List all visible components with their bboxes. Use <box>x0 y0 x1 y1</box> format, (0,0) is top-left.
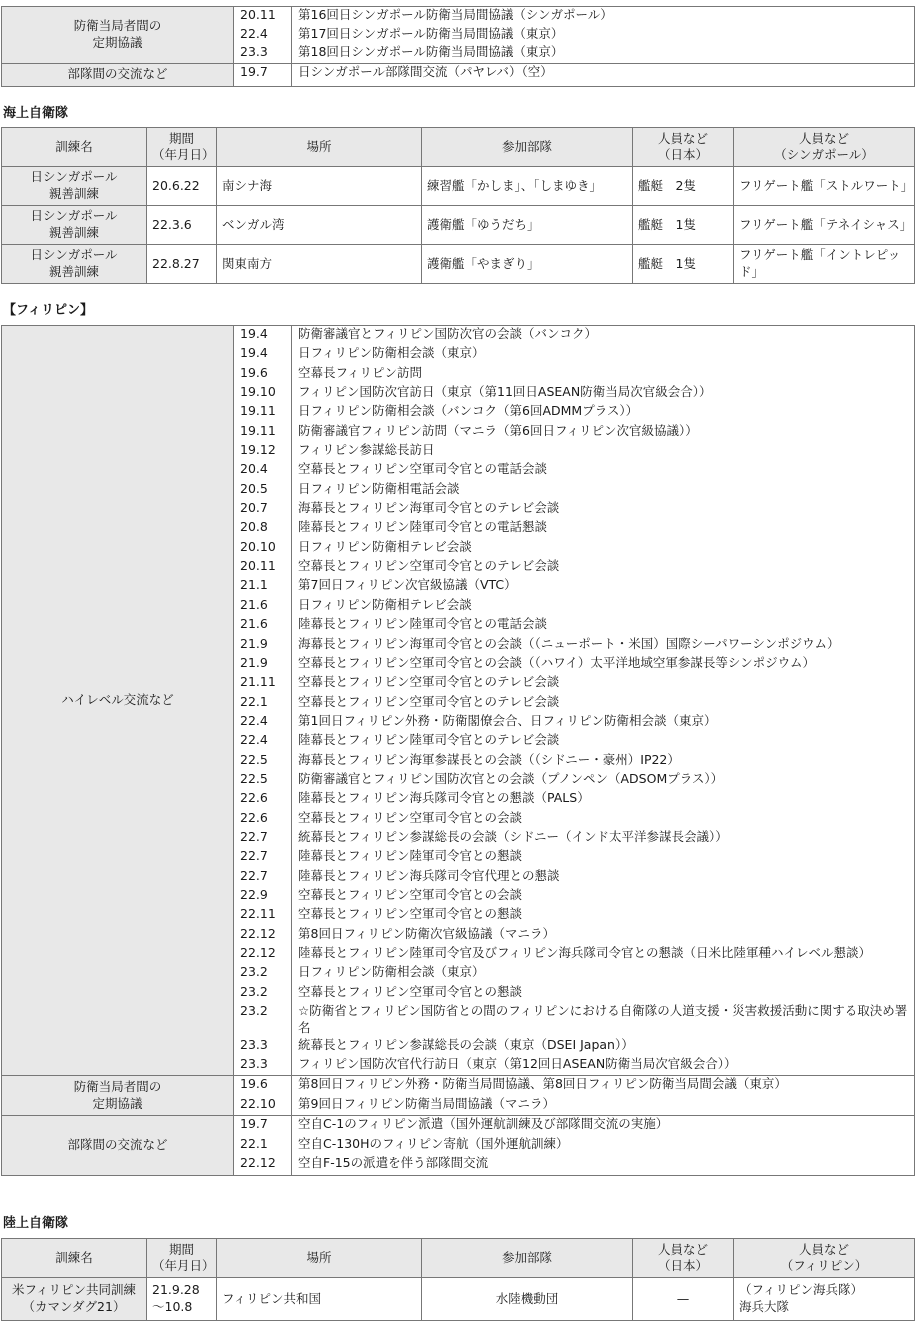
event-text: 日フィリピン防衛相テレビ会談 <box>298 596 472 612</box>
event-text: 第1回日フィリピン外務・防衛閣僚会合、日フィリピン防衛相会談（東京） <box>298 712 717 728</box>
header-row <box>2 128 915 167</box>
event-date: 22.12 <box>234 945 292 964</box>
event-text: 陸幕長とフィリピン陸軍司令官との電話会談 <box>298 616 548 632</box>
column-header: 参加部隊 <box>422 1239 633 1278</box>
event-text: 日フィリピン防衛相テレビ会談 <box>298 538 472 554</box>
sg-unit-exchange-row <box>2 63 915 86</box>
table-cell: 護衛艦「やまぎり」 <box>422 245 633 284</box>
table-cell: 水陸機動団 <box>422 1278 633 1321</box>
event-item <box>234 481 914 500</box>
table-cell: フィリピン共和国 <box>217 1278 422 1321</box>
column-header: 人員など （日本） <box>633 1239 734 1278</box>
event-item <box>234 616 914 635</box>
table-cell: 関東南方 <box>217 245 422 284</box>
sg-unit-exchange-events <box>234 63 915 86</box>
table-cell: 日シンガポール 親善訓練 <box>2 206 147 245</box>
event-date: 20.5 <box>234 481 292 500</box>
table-cell: 南シナ海 <box>217 167 422 206</box>
event-text: 陸幕長とフィリピン海兵隊司令官との懇談（PALS） <box>298 790 590 806</box>
event-date: 19.11 <box>234 423 292 442</box>
event-item <box>234 790 914 809</box>
event-date: 22.5 <box>234 771 292 790</box>
ph-unit-exchange-label: 部隊間の交流など <box>2 1116 234 1176</box>
event-item <box>234 713 914 732</box>
event-text: 空幕長とフィリピン空軍司令官との会談（（ハワイ）太平洋地域空軍参謀長等シンポジウム） <box>298 654 815 670</box>
event-date: 23.2 <box>234 1003 292 1037</box>
event-date: 22.12 <box>234 1155 292 1175</box>
table-row <box>2 206 915 245</box>
event-text: 日フィリピン防衛相会談（バンコク（第6回ADMMプラス）） <box>298 403 639 419</box>
event-item <box>234 636 914 655</box>
table-cell: ベンガル湾 <box>217 206 422 245</box>
event-date: 22.11 <box>234 906 292 925</box>
event-item <box>234 674 914 693</box>
sg-periodic-talks-label: 防衛当局者間の 定期協議 <box>2 7 234 64</box>
event-text: 空幕長とフィリピン空軍司令官との会談 <box>298 809 523 825</box>
event-date: 20.11 <box>234 7 292 26</box>
table-cell: 日シンガポール 親善訓練 <box>2 245 147 284</box>
philippines-events-table <box>1 325 915 1176</box>
philippines-section-title: 【フィリピン】 <box>3 303 93 318</box>
event-text: 第8回日フィリピン外務・防衛当局間協議、第8回日フィリピン防衛当局間会議（東京） <box>298 1076 787 1092</box>
event-date: 19.4 <box>234 345 292 364</box>
header-row <box>2 1239 915 1278</box>
event-text: 空幕長とフィリピン空軍司令官とのテレビ会談 <box>298 558 560 574</box>
event-item <box>234 868 914 887</box>
event-text: 統幕長とフィリピン参謀総長の会談（シドニー（インド太平洋参謀長会議）） <box>298 828 728 844</box>
column-header: 場所 <box>217 1239 422 1278</box>
event-text: 空自C-130Hのフィリピン寄航（国外運航訓練） <box>298 1135 569 1151</box>
table-row <box>2 1278 915 1321</box>
sg-unit-exchange-label: 部隊間の交流など <box>2 63 234 86</box>
ph-high-level-events <box>234 326 915 1076</box>
event-date: 22.5 <box>234 752 292 771</box>
singapore-training-table <box>1 127 915 284</box>
table-cell: 米フィリピン共同訓練（カマンダグ21） <box>2 1278 147 1321</box>
sg-periodic-talks-row <box>2 7 915 64</box>
event-text: 陸幕長とフィリピン陸軍司令官及びフィリピン海兵隊司令官との懇談（日米比陸軍種ハイレベル懇談） <box>298 945 872 960</box>
event-date: 22.4 <box>234 732 292 751</box>
event-item <box>234 326 914 345</box>
event-text: ☆防衛省とフィリピン国防省との間のフィリピンにおける自衛隊の人道支援・災害救援活動に関する取決め署名 <box>298 1003 908 1035</box>
event-text: 空幕長とフィリピン空軍司令官との電話会談 <box>298 461 548 477</box>
column-header: 参加部隊 <box>422 128 633 167</box>
event-date: 22.4 <box>234 713 292 732</box>
event-date: 19.12 <box>234 442 292 461</box>
table-row <box>2 167 915 206</box>
event-date: 23.3 <box>234 1037 292 1056</box>
event-item <box>234 500 914 519</box>
column-header: 人員など （シンガポール） <box>734 128 915 167</box>
event-date: 23.2 <box>234 964 292 983</box>
event-item <box>234 44 914 63</box>
event-date: 19.6 <box>234 1076 292 1096</box>
table-cell: 練習艦「かしま」、「しまゆき」 <box>422 167 633 206</box>
event-text: 日フィリピン防衛相電話会談 <box>298 480 460 496</box>
ph-periodic-talks-label: 防衛当局者間の 定期協議 <box>2 1076 234 1116</box>
event-date: 20.7 <box>234 500 292 519</box>
table-cell: フリゲート艦「ストルワート」 <box>734 167 915 206</box>
event-text: 第18回日シンガポール防衛当局間協議（東京） <box>298 44 564 60</box>
event-date: 21.1 <box>234 577 292 596</box>
event-date: 20.11 <box>234 558 292 577</box>
event-date: 21.6 <box>234 597 292 616</box>
event-text: 防衛審議官フィリピン訪問（マニラ（第6回日フィリピン次官級協議）） <box>298 422 698 438</box>
event-item <box>234 1155 914 1175</box>
event-text: 防衛審議官とフィリピン国防次官との会談（プノンペン（ADSOMプラス）） <box>298 770 724 786</box>
event-item <box>234 403 914 422</box>
table-cell: フリゲート艦「イントレピッド」 <box>734 245 915 284</box>
column-header: 訓練名 <box>2 1239 147 1278</box>
msdf-section-title: 海上自衛隊 <box>3 106 69 121</box>
event-text: 空自F-15の派遣を伴う部隊間交流 <box>298 1155 489 1171</box>
event-date: 22.6 <box>234 790 292 809</box>
event-date: 19.11 <box>234 403 292 422</box>
event-item <box>234 519 914 538</box>
table-cell: 22.3.6 <box>147 206 217 245</box>
event-date: 20.8 <box>234 519 292 538</box>
event-text: 第17回日シンガポール防衛当局間協議（東京） <box>298 25 564 41</box>
event-item <box>234 752 914 771</box>
event-date: 22.12 <box>234 926 292 945</box>
event-date: 22.7 <box>234 829 292 848</box>
event-text: 防衛審議官とフィリピン国防次官の会談（バンコク） <box>298 326 598 341</box>
event-item <box>234 345 914 364</box>
event-text: 空幕長フィリピン訪問 <box>298 364 423 380</box>
event-text: フィリピン国防次官訪日（東京（第11回日ASEAN防衛当局次官級会合）） <box>298 384 712 400</box>
event-date: 19.6 <box>234 365 292 384</box>
event-date: 21.11 <box>234 674 292 693</box>
ph-unit-exchange-events <box>234 1116 915 1176</box>
ph-high-level-label: ハイレベル交流など <box>2 326 234 1076</box>
event-date: 23.3 <box>234 1056 292 1075</box>
event-text: 陸幕長とフィリピン陸軍司令官との電話懇談 <box>298 519 548 535</box>
table-cell: 護衛艦「ゆうだち」 <box>422 206 633 245</box>
singapore-events-table <box>1 6 915 87</box>
event-date: 22.7 <box>234 868 292 887</box>
ph-periodic-talks-row <box>2 1076 915 1116</box>
event-date: 22.4 <box>234 26 292 45</box>
event-date: 19.10 <box>234 384 292 403</box>
event-text: 陸幕長とフィリピン海兵隊司令官代理との懇談 <box>298 867 560 883</box>
event-date: 22.10 <box>234 1096 292 1116</box>
event-text: 空幕長とフィリピン空軍司令官との懇談 <box>298 906 523 922</box>
event-text: 空幕長とフィリピン空軍司令官とのテレビ会談 <box>298 674 560 690</box>
event-date: 19.7 <box>234 1116 292 1136</box>
table-cell: 艦艇 1隻 <box>633 206 734 245</box>
event-item <box>234 423 914 442</box>
event-text: 海幕長とフィリピン海軍参謀長との会談（（シドニー・豪州）IP22） <box>298 751 680 767</box>
event-text: 陸幕長とフィリピン陸軍司令官とのテレビ会談 <box>298 732 560 748</box>
event-date: 20.4 <box>234 461 292 480</box>
event-item <box>234 732 914 751</box>
event-item <box>234 771 914 790</box>
event-item <box>234 365 914 384</box>
event-item <box>234 442 914 461</box>
table-cell: — <box>633 1278 734 1321</box>
gsdf-section-title: 陸上自衛隊 <box>3 1216 69 1231</box>
event-text: 海幕長とフィリピン海軍司令官との会談（（ニューポート・米国）国際シーパワーシンポジウム） <box>298 635 840 651</box>
event-text: 第16回日シンガポール防衛当局間協議（シンガポール） <box>298 7 613 22</box>
ph-high-level-row <box>2 326 915 1076</box>
table-cell: フリゲート艦「テネイシャス」 <box>734 206 915 245</box>
event-text: フィリピン国防次官代行訪日（東京（第12回日ASEAN防衛当局次官級会合）） <box>298 1056 737 1072</box>
event-item <box>234 926 914 945</box>
event-date: 21.9 <box>234 655 292 674</box>
event-item <box>234 1096 914 1116</box>
event-text: 空幕長とフィリピン空軍司令官とのテレビ会談 <box>298 693 560 709</box>
ph-unit-exchange-row <box>2 1116 915 1176</box>
event-item <box>234 1076 914 1096</box>
table-cell: 艦艇 2隻 <box>633 167 734 206</box>
event-item <box>234 1037 914 1056</box>
event-item <box>234 64 914 86</box>
event-item <box>234 26 914 45</box>
event-item <box>234 810 914 829</box>
event-date: 22.1 <box>234 1136 292 1156</box>
event-item <box>234 558 914 577</box>
event-text: 第8回日フィリピン防衛次官級協議（マニラ） <box>298 925 555 941</box>
event-text: 日シンガポール部隊間交流（パヤレバ）（空） <box>298 63 553 79</box>
column-header: 場所 <box>217 128 422 167</box>
ph-periodic-talks-events <box>234 1076 915 1116</box>
column-header: 期間 （年月日） <box>147 128 217 167</box>
event-text: 空自C-1のフィリピン派遣（国外運航訓練及び部隊間交流の実施） <box>298 1116 669 1132</box>
table-cell: 艦艇 1隻 <box>633 245 734 284</box>
column-header: 訓練名 <box>2 128 147 167</box>
column-header: 期間 （年月日） <box>147 1239 217 1278</box>
table-row <box>2 245 915 284</box>
event-item <box>234 887 914 906</box>
event-item <box>234 964 914 983</box>
sg-periodic-talks-events <box>234 7 915 64</box>
event-date: 23.3 <box>234 44 292 63</box>
event-text: 空幕長とフィリピン空軍司令官との会談 <box>298 886 523 902</box>
event-item <box>234 1136 914 1156</box>
table-cell: 日シンガポール 親善訓練 <box>2 167 147 206</box>
event-item <box>234 384 914 403</box>
event-date: 19.4 <box>234 326 292 345</box>
event-item <box>234 1003 914 1037</box>
event-text: 日フィリピン防衛相会談（東京） <box>298 964 485 980</box>
event-text: 海幕長とフィリピン海軍司令官とのテレビ会談 <box>298 500 560 516</box>
column-header: 人員など （日本） <box>633 128 734 167</box>
event-item <box>234 1116 914 1136</box>
table-cell: 22.8.27 <box>147 245 217 284</box>
event-date: 22.7 <box>234 848 292 867</box>
table-cell: （フィリピン海兵隊） 海兵大隊 <box>734 1278 915 1321</box>
event-item <box>234 461 914 480</box>
event-item <box>234 1056 914 1075</box>
event-date: 23.2 <box>234 984 292 1003</box>
event-text: 日フィリピン防衛相会談（東京） <box>298 345 485 361</box>
event-date: 22.9 <box>234 887 292 906</box>
event-date: 22.1 <box>234 694 292 713</box>
event-date: 20.10 <box>234 539 292 558</box>
event-item <box>234 7 914 26</box>
event-item <box>234 906 914 925</box>
event-item <box>234 848 914 867</box>
event-item <box>234 694 914 713</box>
event-item <box>234 577 914 596</box>
event-item <box>234 829 914 848</box>
column-header: 人員など （フィリピン） <box>734 1239 915 1278</box>
event-item <box>234 655 914 674</box>
table-cell: 20.6.22 <box>147 167 217 206</box>
event-date: 21.6 <box>234 616 292 635</box>
event-text: フィリピン参謀総長訪日 <box>298 442 435 458</box>
event-date: 22.6 <box>234 810 292 829</box>
event-item <box>234 539 914 558</box>
event-date: 19.7 <box>234 64 292 86</box>
event-text: 空幕長とフィリピン空軍司令官との懇談 <box>298 983 523 999</box>
event-item <box>234 945 914 964</box>
event-text: 第7回日フィリピン次官級協議（VTC） <box>298 577 517 593</box>
event-text: 第9回日フィリピン防衛当局間協議（マニラ） <box>298 1095 555 1111</box>
event-text: 統幕長とフィリピン参謀総長の会談（東京（DSEI Japan）） <box>298 1036 634 1052</box>
table-cell: 21.9.28 ～10.8 <box>147 1278 217 1321</box>
event-item <box>234 984 914 1003</box>
event-text: 陸幕長とフィリピン陸軍司令官との懇談 <box>298 848 523 864</box>
event-item <box>234 597 914 616</box>
event-date: 21.9 <box>234 636 292 655</box>
philippines-training-table <box>1 1238 915 1321</box>
